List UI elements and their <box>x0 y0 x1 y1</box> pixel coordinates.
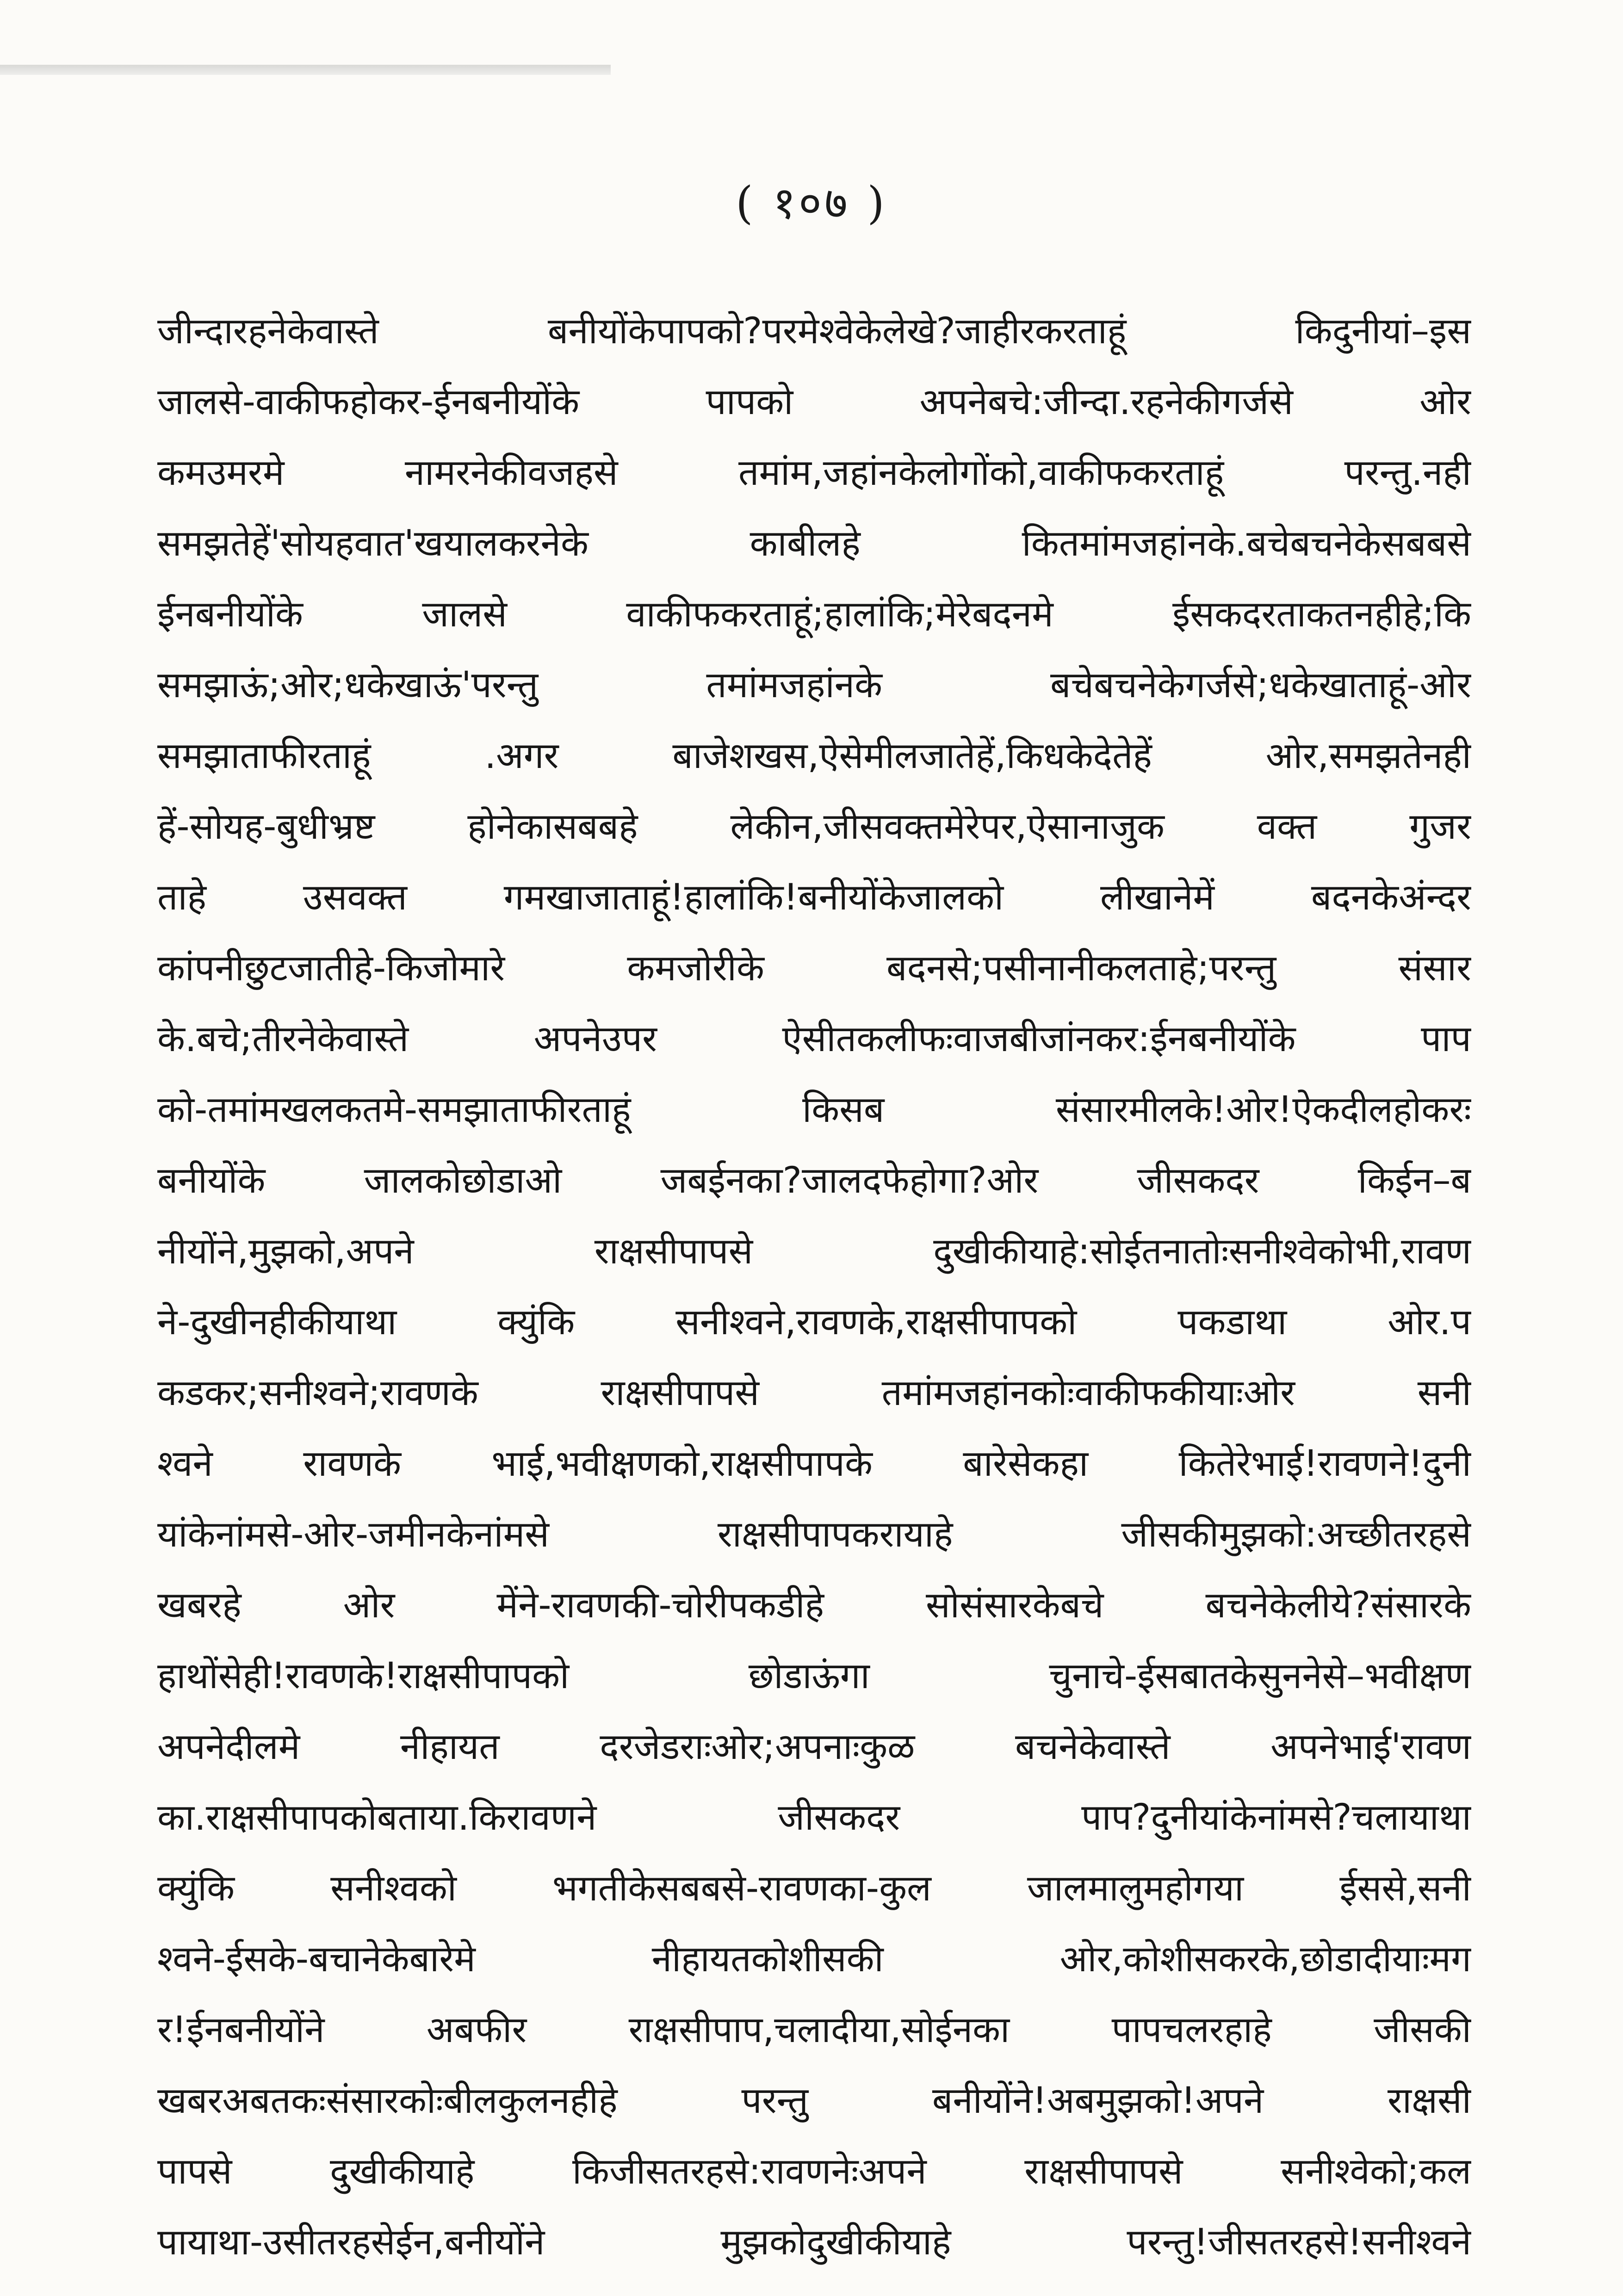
text-line: को-तमांमखलकतमे-समझाताफीरताहूं किसब संसारमीलके!ओर!ऐकदीलहोकरः <box>157 1089 1471 1131</box>
text-line: ताहे उसवक्त गमखाजाताहूं!हालांकि!बनीयोंकेजालको लीखानेमें बदनकेअंन्दर <box>157 877 1471 918</box>
text-line: यांकेनांमसे-ओर-जमीनकेनांमसे राक्षसीपापकरायाहे जीसकीमुझको:अच्छीतरहसे <box>157 1514 1471 1555</box>
text-line: ईनबनीयोंके जालसे वाकीफकरताहूं;हालांकि;मेरेबदनमे ईसकदरताकतनहीहे;कि <box>157 594 1471 635</box>
text-line: कडकर;सनीश्वने;रावणके राक्षसीपापसे तमांमजहांनकोःवाकीफकीयाःओर सनी <box>157 1372 1471 1414</box>
text-line: हाथोंसेही!रावणके!राक्षसीपापको छोडाऊंगा चुनाचे-ईसबातकेसुननेसे–भवीक्षण <box>157 1655 1471 1697</box>
text-line: र!ईनबनीयोंने अबफीर राक्षसीपाप,चलादीया,सोईनका पापचलरहाहे जीसकी <box>157 2009 1471 2051</box>
text-line: पायाथा-उसीतरहसेईन,बनीयोंने मुझकोदुखीकीयाहे परन्तु!जीसतरहसे!सनीश्वने <box>157 2222 1471 2263</box>
text-line: खबरअबतकःसंसारकोःबीलकुलनहीहे परन्तु बनीयोंने!अबमुझको!अपने राक्षसी <box>157 2080 1471 2122</box>
text-line: के.बचे;तीरनेकेवास्ते अपनेउपर ऐसीतकलीफःवाजबीजांनकर:ईनबनीयोंके पाप <box>157 1018 1471 1060</box>
text-line: अपनेदीलमे नीहायत दरजेडराःओर;अपनाःकुळ बचनेकेवास्ते अपनेभाई'रावण <box>157 1726 1471 1768</box>
text-line: जीन्दारहनेकेवास्ते बनीयोंकेपापको?परमेश्वेकेलेखे?जाहीरकरताहूं किदुनीयां–इस <box>157 310 1471 352</box>
text-line: कांपनीछुटजातीहे-किजोमारे कमजोरीके बदनसे;पसीनानीकलताहे;परन्तु संसार <box>157 947 1471 989</box>
text-line: हें-सोयह-बुधीभ्रष्ट होनेकासबबहे लेकीन,जीसवक्तमेरेपर,ऐसानाजुक वक्त गुजर <box>157 806 1471 848</box>
text-line: ने-दुखीनहीकीयाथा क्युंकि सनीश्वने,रावणके,राक्षसीपापको पकडाथा ओर.प <box>157 1301 1471 1343</box>
text-line: समझतेहें'सोयहवात'खयालकरनेके काबीलहे कितमांमजहांनके.बचेबचनेकेसबबसे <box>157 523 1471 564</box>
text-line: खबरहे ओर मेंने-रावणकी-चोरीपकडीहे सोसंसारकेबचे बचनेकेलीये?संसारके <box>157 1584 1471 1626</box>
text-line: श्वने-ईसके-बचानेकेबारेमे नीहायतकोशीसकी ओर,कोशीसकरके,छोडादीयाःमग <box>157 1938 1471 1980</box>
scan-edge-shadow <box>0 65 611 75</box>
text-line: का.राक्षसीपापकोबताया.किरावणने जीसकदर पाप?दुनीयांकेनांमसे?चलायाथा <box>157 1797 1471 1838</box>
text-line: नीयोंने,मुझको,अपने राक्षसीपापसे दुखीकीयाहे:सोईतनातोःसनीश्वेकोभी,रावण <box>157 1231 1471 1272</box>
text-line: कमउमरमे नामरनेकीवजहसे तमांम,जहांनकेलोगोंको,वाकीफकरताहूं परन्तु.नही <box>157 452 1471 494</box>
text-line: जालसे-वाकीफहोकर-ईनबनीयोंके पापको अपनेबचे:जीन्दा.रहनेकीगर्जसे ओर <box>157 381 1471 423</box>
text-line: क्युंकि सनीश्वको भगतीकेसबबसे-रावणका-कुल जालमालुमहोगया ईससे,सनी <box>157 1868 1471 1909</box>
text-line: पापसे दुखीकीयाहे किजीसतरहसे:रावणनेःअपने राक्षसीपापसे सनीश्वेको;कल <box>157 2151 1471 2192</box>
body-text <box>157 296 1471 2278</box>
text-line: श्वने रावणके भाई,भवीक्षणको,राक्षसीपापके बारेसेकहा कितेरेभाई!रावणने!दुनी <box>157 1443 1471 1485</box>
text-line: समझाऊं;ओर;धकेखाऊं'परन्तु तमांमजहांनके बचेबचनेकेगर्जसे;धकेखाताहूं-ओर <box>157 664 1471 706</box>
text-line: समझाताफीरताहूं .अगर बाजेशखस,ऐसेमीलजातेहें,किधकेदेतेहें ओर,समझतेनही <box>157 735 1471 777</box>
text-line: बनीयोंके जालकोछोडाओ जबईनका?जालदफेहोगा?ओर जीसकदर किईन–ब <box>157 1160 1471 1201</box>
page-number: ( १०७ ) <box>736 177 887 229</box>
